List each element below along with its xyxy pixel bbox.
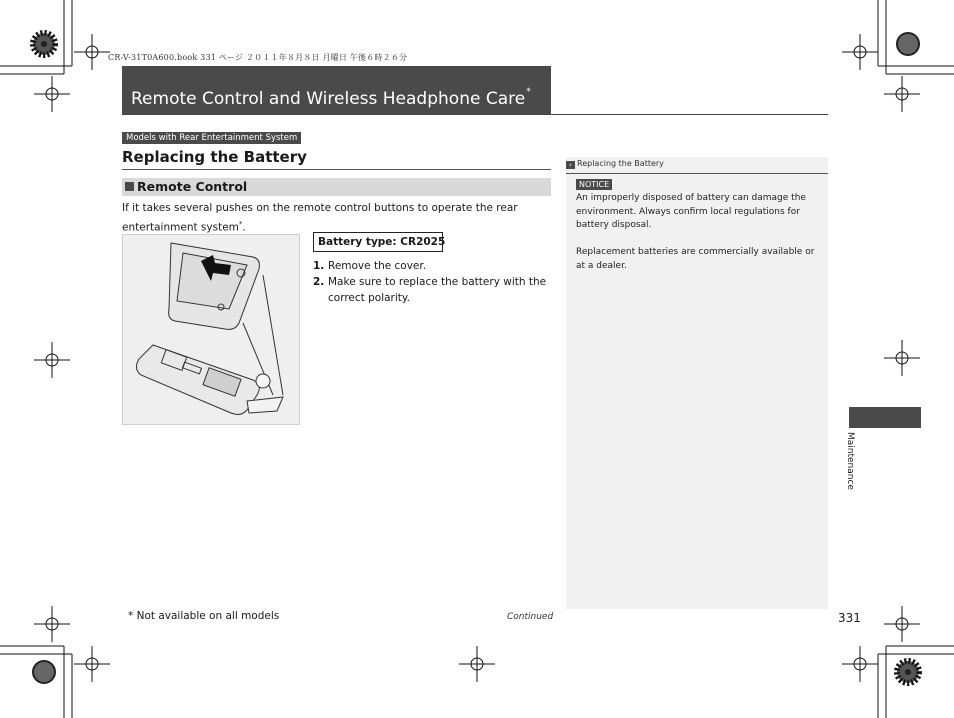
side-note-ref-label: Replacing the Battery [577,159,664,168]
step-item [313,274,549,306]
footnote: * Not available on all models [128,610,280,622]
notice-paragraph: Replacement batteries are commercially available or at a dealer. [576,247,815,271]
title-rule [122,114,828,115]
page-title-text: Remote Control and Wireless Headphone Care [131,89,526,109]
battery-replacement-illustration [122,234,300,425]
title-footnote-mark: * [526,87,531,97]
step-item [313,258,549,274]
intro-end: . [242,221,246,234]
step-number: 2. [313,276,325,288]
notice-badge: NOTICE [576,179,612,190]
remote-control-drawing [123,235,299,424]
chapter-thumb-tab [849,407,921,428]
battery-type-box: Battery type: CR2025 [313,232,443,252]
chapter-label: Maintenance [845,432,855,490]
continued-label: Continued [507,612,554,622]
section-heading: Replacing the Battery [122,148,307,166]
models-tag: Models with Rear Entertainment System [122,132,301,144]
side-note-rule [566,173,828,174]
page-title [131,89,531,109]
step-list [313,258,549,306]
sub-heading-square-icon [125,182,134,191]
step-text: Make sure to replace the battery with the correct polarity. [328,276,547,304]
notice-text [576,192,820,287]
reference-arrow-icon: › [566,161,575,169]
print-info-line: CR-V-31T0A600.book 331 ページ ２０１１年８月８日 月曜日 午後６時２６分 [108,53,408,62]
intro-text: If it takes several pushes on the remote control buttons to operate the rear entertainment system [122,202,518,234]
side-note-reference [566,159,664,169]
notice-paragraph: An improperly disposed of battery can damage the environment. Always confirm local regulations for battery disposal. [576,193,806,230]
step-text: Remove the cover. [328,260,427,272]
page-number: 331 [838,611,861,625]
intro-footnote-mark: * [238,220,243,228]
intro-paragraph [122,200,542,236]
sub-heading: Remote Control [137,179,248,194]
step-number: 1. [313,260,325,272]
section-heading-rule [122,169,551,170]
